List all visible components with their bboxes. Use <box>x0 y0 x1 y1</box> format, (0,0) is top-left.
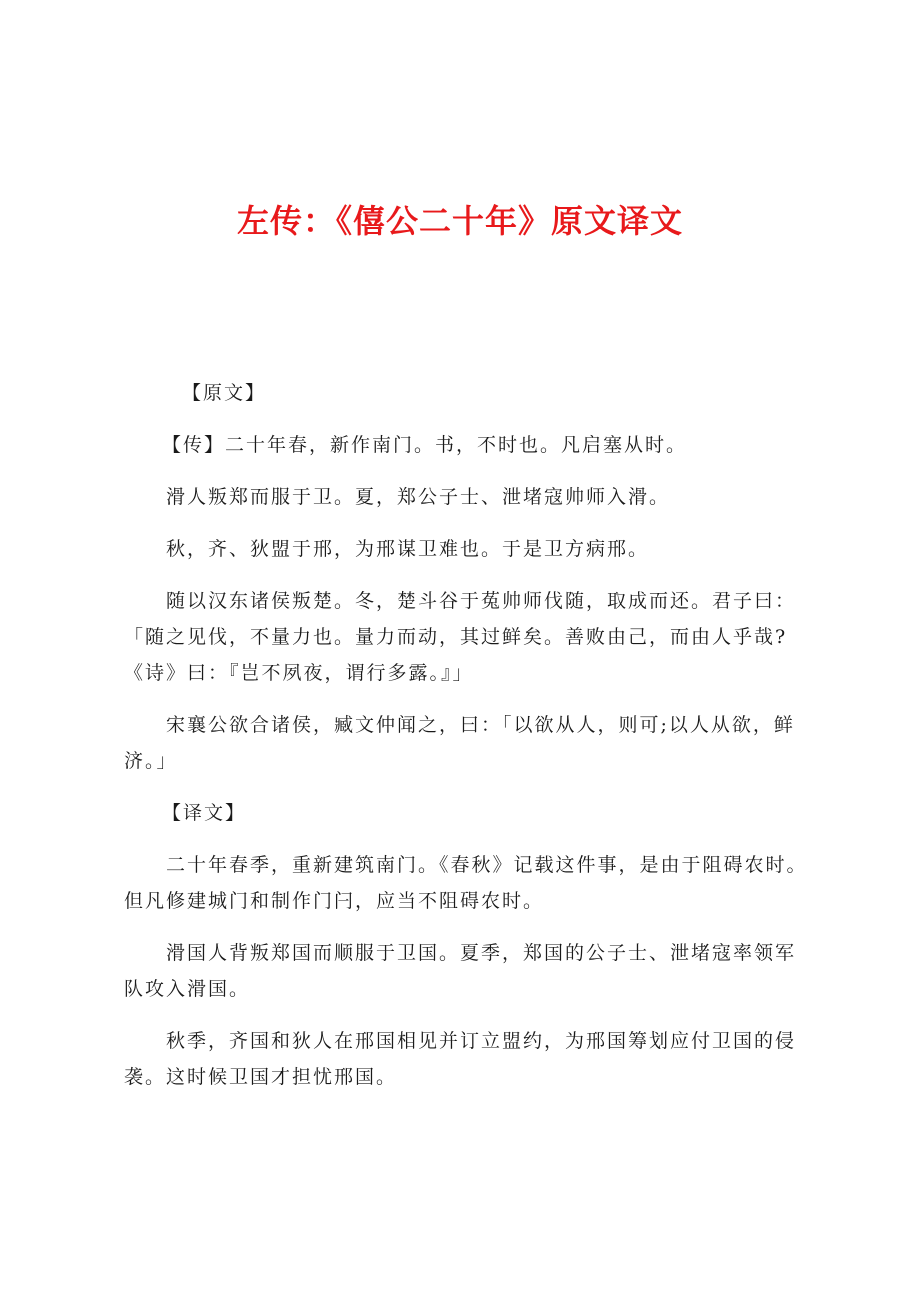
document-body <box>124 375 810 1095</box>
paragraph-line: 二十年春季，重新建筑南门。《春秋》记载这件事，是由于阻碍农时。 <box>166 854 808 876</box>
section-heading-translation: 【译文】 <box>162 802 247 824</box>
paragraph-line: 队攻入滑国。 <box>124 978 251 1000</box>
section-heading-original: 【原文】 <box>182 382 267 404</box>
paragraph-line: 秋季，齐国和狄人在邢国相见并订立盟约，为邢国筹划应付卫国的侵 <box>166 1030 797 1052</box>
paragraph-line: 济。」 <box>124 750 178 772</box>
paragraph-line: 「随之见伐，不量力也。量力而动，其过鲜矣。善败由己，而由人乎哉? <box>124 626 788 648</box>
paragraph-line: 滑人叛郑而服于卫。夏，郑公子士、泄堵寇帅师入滑。 <box>166 486 671 508</box>
paragraph-line: 【传】二十年春，新作南门。书，不时也。凡启塞从时。 <box>162 434 688 456</box>
document-title: 左传：《僖公二十年》原文译文 <box>236 202 683 240</box>
paragraph-line: 宋襄公欲合诸侯，臧文仲闻之，曰：「以欲从人，则可;以人从欲，鲜 <box>166 714 795 736</box>
paragraph-line: 随以汉东诸侯叛楚。冬，楚斗谷于菟帅师伐随，取成而还。君子曰： <box>166 590 797 612</box>
paragraph-line: 袭。这时候卫国才担忧邢国。 <box>124 1066 398 1088</box>
paragraph-line: 秋，齐、狄盟于邢，为邢谋卫难也。于是卫方病邢。 <box>166 538 650 560</box>
paragraph-line: 但凡修建城门和制作门闩，应当不阻碍农时。 <box>124 890 545 912</box>
paragraph-line: 《诗》曰：『岂不夙夜，谓行多露。』」 <box>124 662 474 684</box>
paragraph-line: 滑国人背叛郑国而顺服于卫国。夏季，郑国的公子士、泄堵寇率领军 <box>166 942 797 964</box>
